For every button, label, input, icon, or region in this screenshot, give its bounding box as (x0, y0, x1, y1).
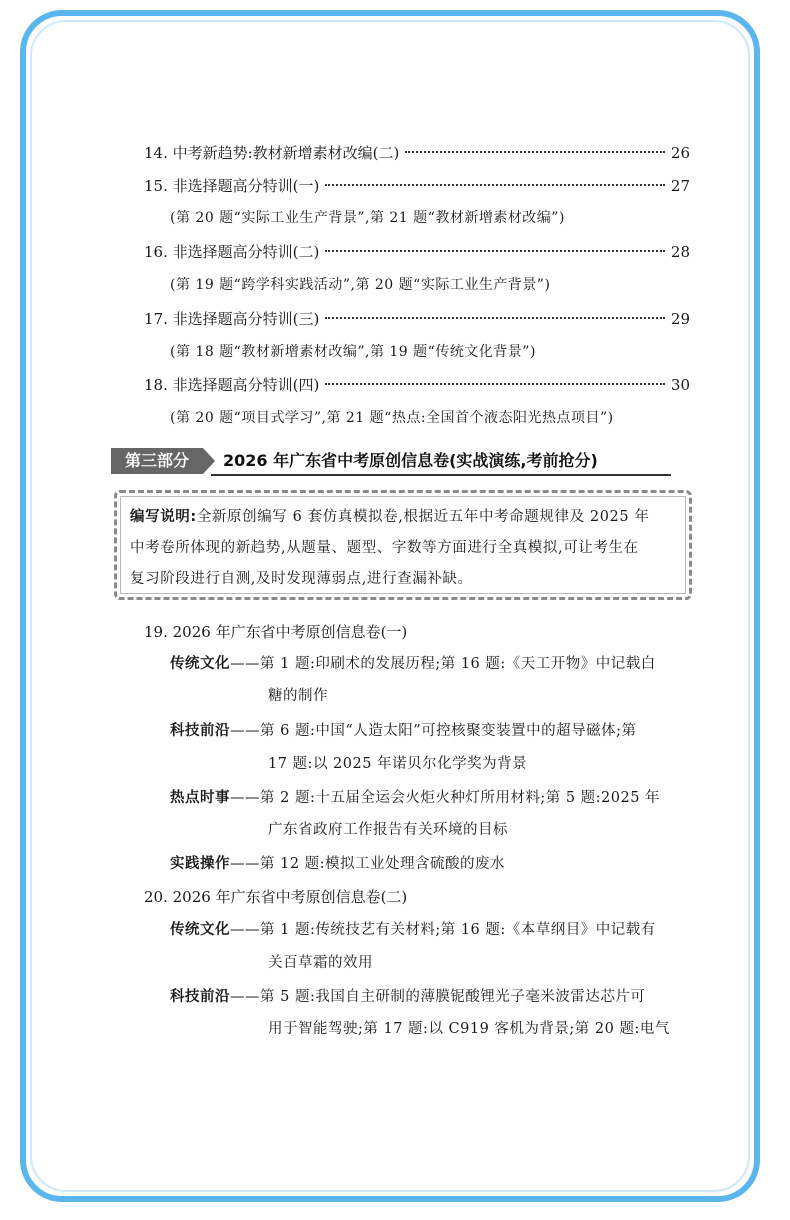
category-line (170, 719, 637, 743)
toc-title: 16. 非选择题高分特训(二) (144, 243, 320, 261)
toc-title: 18. 非选择题高分特训(四) (144, 376, 320, 394)
part-tag: 第三部分 (111, 448, 203, 474)
leader-dots (325, 184, 665, 186)
toc-page: 26 (670, 144, 690, 162)
category-label: 热点时事 (170, 790, 230, 806)
category-cont: 关百草霜的效用 (268, 955, 373, 971)
note-line: 中考卷所体现的新趋势,从题量、题型、字数等方面进行全真模拟,可让考生在 (130, 540, 639, 556)
category-cont: 用于智能驾驶;第 17 题:以 C919 客机为背景;第 20 题:电气 (268, 1021, 670, 1037)
part-tag-arrow (203, 448, 215, 474)
toc-page: 27 (670, 177, 690, 195)
toc-title: 17. 非选择题高分特训(三) (144, 310, 320, 328)
toc-subtitle: (第 19 题“跨学科实践活动”,第 20 题“实际工业生产背景”) (170, 277, 551, 293)
category-line (170, 852, 505, 876)
toc-subtitle: (第 20 题“实际工业生产背景”,第 21 题“教材新增素材改编”) (170, 210, 565, 226)
category-text: ——第 5 题:我国自主研制的薄膜铌酸锂光子毫米波雷达芯片可 (230, 989, 646, 1005)
category-line (170, 652, 656, 676)
toc-subtitle: (第 18 题“教材新增素材改编”,第 19 题“传统文化背景”) (170, 344, 536, 360)
category-label: 传统文化 (170, 922, 230, 938)
part-underline (211, 474, 671, 476)
category-label: 科技前沿 (170, 989, 230, 1005)
toc-row[interactable] (144, 175, 690, 197)
category-text: ——第 2 题:十五届全运会火炬火种灯所用材料;第 5 题:2025 年 (230, 790, 661, 806)
category-text: ——第 12 题:模拟工业处理含硫酸的废水 (230, 856, 506, 872)
exam-title[interactable]: 19. 2026 年广东省中考原创信息卷(一) (144, 623, 408, 641)
leader-dots (325, 383, 665, 385)
category-label: 传统文化 (170, 656, 230, 672)
toc-subtitle: (第 20 题“项目式学习”,第 21 题“热点:全国首个液态阳光热点项目”) (170, 410, 614, 426)
leader-dots (325, 250, 665, 252)
category-cont: 17 题:以 2025 年诺贝尔化学奖为背景 (268, 756, 528, 772)
category-line (170, 786, 660, 810)
category-line (170, 918, 656, 942)
exam-title[interactable]: 20. 2026 年广东省中考原创信息卷(二) (144, 888, 408, 906)
part-heading (111, 448, 671, 474)
toc-title: 14. 中考新趋势:教材新增素材改编(二) (144, 144, 400, 162)
category-text: ——第 1 题:传统技艺有关材料;第 16 题:《本草纲目》中记载有 (230, 922, 656, 938)
note-line: 复习阶段进行自测,及时发现薄弱点,进行查漏补缺。 (130, 571, 473, 587)
toc-page: 29 (670, 310, 690, 328)
toc-row[interactable] (144, 308, 690, 330)
category-label: 科技前沿 (170, 723, 230, 739)
toc-row[interactable] (144, 142, 690, 164)
note-label: 编写说明: (130, 509, 197, 525)
leader-dots (325, 317, 665, 319)
note-line (130, 505, 649, 529)
toc-row[interactable] (144, 241, 690, 263)
toc-row[interactable] (144, 374, 690, 396)
category-line (170, 985, 645, 1009)
category-cont: 广东省政府工作报告有关环境的目标 (268, 822, 508, 838)
toc-title: 15. 非选择题高分特训(一) (144, 177, 320, 195)
note-text: 全新原创编写 6 套仿真模拟卷,根据近五年中考命题规律及 2025 年 (196, 509, 650, 525)
category-label: 实践操作 (170, 856, 230, 872)
category-cont: 糖的制作 (268, 688, 328, 704)
part-title: 2026 年广东省中考原创信息卷(实战演练,考前抢分) (223, 451, 598, 470)
category-text: ——第 6 题:中国“人造太阳”可控核聚变装置中的超导磁体;第 (230, 723, 637, 739)
leader-dots (405, 151, 665, 153)
toc-page: 28 (670, 243, 690, 261)
toc-page: 30 (670, 376, 690, 394)
category-text: ——第 1 题:印刷术的发展历程;第 16 题:《天工开物》中记载白 (230, 656, 656, 672)
